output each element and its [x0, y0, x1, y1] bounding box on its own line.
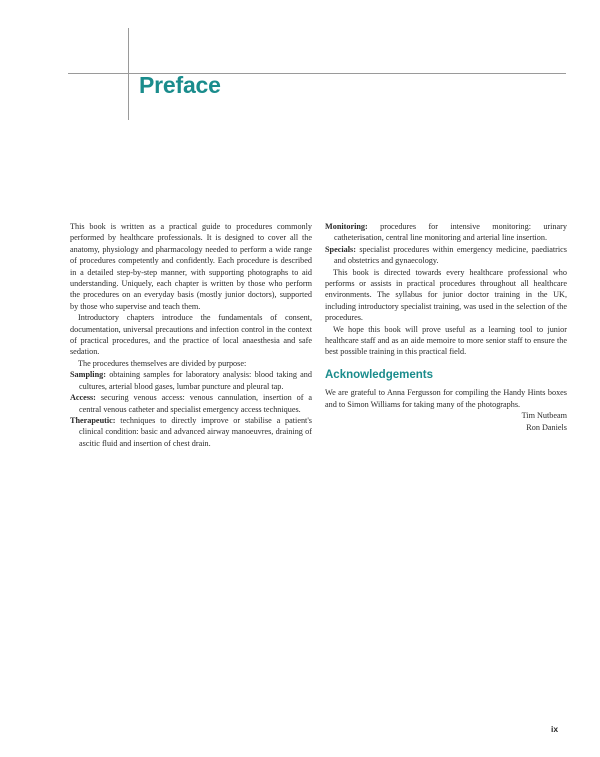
vertical-rule: [128, 28, 129, 120]
term-label: Monitoring:: [325, 222, 368, 231]
list-item-specials: [325, 244, 567, 267]
page-number: ix: [551, 724, 559, 734]
term-description: techniques to directly improve or stabilise a patient's clinical condition: basic and advanced airway manoeuvres, draining of ascitic fluid and insertion of chest drain.: [79, 415, 312, 448]
list-item-sampling: [70, 369, 312, 392]
acknowledgements-paragraph: We are grateful to Anna Fergusson for compiling the Handy Hints boxes and to Simon Williams for taking many of the photographs.: [325, 388, 567, 409]
term-label: Access:: [70, 393, 96, 403]
term-label: Sampling:: [70, 370, 106, 380]
term-description: procedures for intensive monitoring: urinary catheterisation, central line monitoring and arterial line insertion.: [334, 222, 567, 243]
intro-paragraph: This book is written as a practical guide to procedures commonly performed by healthcare professionals. It is designed to cover all the anatomy, physiology and pharmacology needed to perform a wide range of procedures competently and confidently. Each procedure is described in a detailed step-by-step manner, with supporting photographs to aid understanding. Uniquely, each chapter is written by those who perform the procedures on an everyday basis (mostly junior doctors), supported by those who supervise and teach them.: [70, 222, 312, 311]
list-item-access: [70, 392, 312, 415]
author-signature-2: Ron Daniels: [526, 422, 567, 432]
term-description: securing venous access: venous cannulation, insertion of a central venous catheter and specialist emergency access techniques.: [79, 393, 312, 414]
page-title: Preface: [139, 72, 221, 98]
term-label: Therapeutic:: [70, 415, 116, 425]
right-column: [325, 221, 567, 433]
list-item-monitoring: [325, 221, 567, 244]
left-column: [70, 221, 312, 449]
procedures-divided-paragraph: The procedures themselves are divided by purpose:: [78, 358, 247, 368]
hope-paragraph: We hope this book will prove useful as a learning tool to junior healthcare staff and as an aide memoire to more senior staff to ensure the best possible training in this practical field.: [325, 324, 567, 357]
term-description: obtaining samples for laboratory analysis: blood taking and cultures, arterial blood gases, lumbar puncture and pleural tap.: [79, 370, 312, 391]
introductory-chapters-paragraph: Introductory chapters introduce the fundamentals of consent, documentation, universal precautions and infection control in the context of practical procedures, and the practice of local anaesthesia and safe sedation.: [70, 313, 312, 357]
term-description: specialist procedures within emergency medicine, paediatrics and obstetrics and gynaecology.: [334, 244, 567, 266]
audience-paragraph: This book is directed towards every healthcare professional who performs or assists in practical procedures throughout all healthcare environments. The syllabus for junior doctor training in the UK, including introductory specialist training, was used in the selection of the procedures.: [325, 267, 567, 323]
list-item-therapeutic: [70, 415, 312, 449]
term-label: Specials:: [325, 244, 356, 254]
acknowledgements-heading: Acknowledgements: [325, 368, 433, 381]
author-signature-1: Tim Nutbeam: [521, 411, 567, 421]
